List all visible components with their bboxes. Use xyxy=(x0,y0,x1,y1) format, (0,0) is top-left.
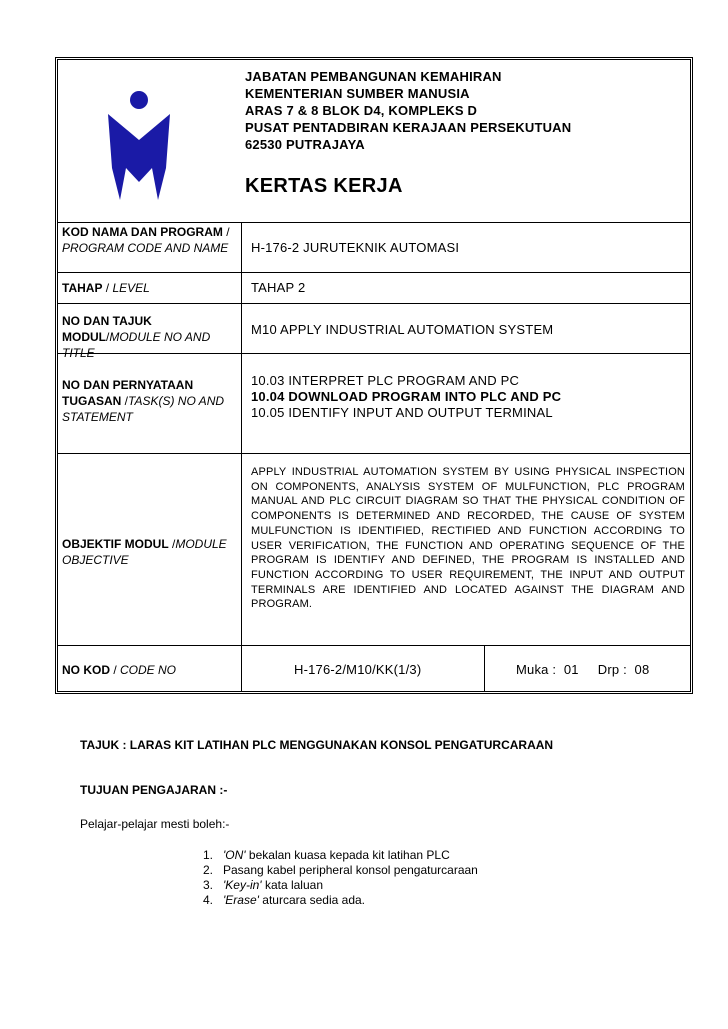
document-title: KERTAS KERJA xyxy=(245,175,403,197)
level-value: TAHAP 2 xyxy=(251,280,306,295)
task-item: 10.04 DOWNLOAD PROGRAM INTO PLC AND PC xyxy=(251,389,562,404)
task-item: 10.05 IDENTIFY INPUT AND OUTPUT TERMINAL xyxy=(251,405,553,420)
program-label: KOD NAMA DAN PROGRAM / PROGRAM CODE AND NAME xyxy=(62,225,230,255)
list-item: 1. 'ON' bekalan kuasa kepada kit latihan PLC xyxy=(203,848,450,862)
list-item: 3. 'Key-in' kata laluan xyxy=(203,878,323,892)
row-program xyxy=(58,222,690,273)
module-value: M10 APPLY INDUSTRIAL AUTOMATION SYSTEM xyxy=(251,322,554,337)
lesson-title: TAJUK : LARAS KIT LATIHAN PLC MENGGUNAKAN KONSOL PENGATURCARAAN xyxy=(80,738,554,752)
objective-list xyxy=(203,848,478,908)
tasks-label: NO DAN PERNYATAAN TUGASAN /TASK(S) NO AND STATEMENT xyxy=(62,378,225,424)
module-label: NO DAN TAJUK MODUL/MODULE NO AND TITLE xyxy=(62,314,211,360)
row-level xyxy=(58,272,690,304)
institution-logo-icon xyxy=(106,90,172,200)
row-objective xyxy=(58,453,690,646)
header-line: 62530 PUTRAJAYA xyxy=(245,137,365,152)
objective-intro: Pelajar-pelajar mesti boleh:- xyxy=(80,817,230,831)
list-item: 4. 'Erase' aturcara sedia ada. xyxy=(203,893,366,907)
header-line: JABATAN PEMBANGUNAN KEMAHIRAN xyxy=(245,69,502,84)
code-value: H-176-2/M10/KK(1/3) xyxy=(294,662,422,677)
objective-label: OBJEKTIF MODUL /MODULE OBJECTIVE xyxy=(62,537,227,567)
row-tasks xyxy=(58,353,690,454)
header-line: ARAS 7 & 8 BLOK D4, KOMPLEKS D xyxy=(245,103,478,118)
program-value: H-176-2 JURUTEKNIK AUTOMASI xyxy=(251,240,460,255)
page-count: Muka : 01 Drp : 08 xyxy=(516,662,650,677)
level-label: TAHAP / LEVEL xyxy=(62,281,150,295)
objective-heading: TUJUAN PENGAJARAN :- xyxy=(80,783,228,797)
header-line: PUSAT PENTADBIRAN KERAJAAN PERSEKUTUAN xyxy=(245,120,572,135)
objective-text: APPLY INDUSTRIAL AUTOMATION SYSTEM BY USING PHYSICAL INSPECTION ON COMPONENTS, ANALYSIS SYSTEM OF MULFUNCTION, PLC PROGRAM MANUAL AND PLC CIRCUIT DIAGRAM SO THAT THE PHYSICAL CONDITION OF COMPONENTS IS DETERMINED AND RECORDED, THE CAUSE OF SYSTEM MULFUNCTION IS IDENTIFIED, RECTIFIED AND FUNCTION ACCORDING TO USER VERIFICATION, THE FUNCTION AND OPERATING SEQUENCE OF THE PROGRAM IS IDENTIFY AND DEFINED, THE PROGRAM IS INSTALLED AND FUNCTION ACCORDING TO USER REQUIREMENT, THE INPUT AND OUTPUT TERMINALS ARE IDENTIFIED AND LOCATED AGAINST THE DIAGRAM AND PROGRAM. xyxy=(251,466,685,611)
ministry-address xyxy=(245,68,571,153)
tasks-list xyxy=(251,373,561,421)
row-module xyxy=(58,303,690,360)
header-line: KEMENTERIAN SUMBER MANUSIA xyxy=(245,86,470,101)
row-code xyxy=(58,645,690,691)
cover-table xyxy=(55,57,693,694)
list-item: 2. Pasang kabel peripheral konsol pengaturcaraan xyxy=(203,863,478,877)
task-item: 10.03 INTERPRET PLC PROGRAM AND PC xyxy=(251,373,520,388)
header-block xyxy=(58,60,690,223)
code-label: NO KOD / CODE NO xyxy=(62,663,177,677)
